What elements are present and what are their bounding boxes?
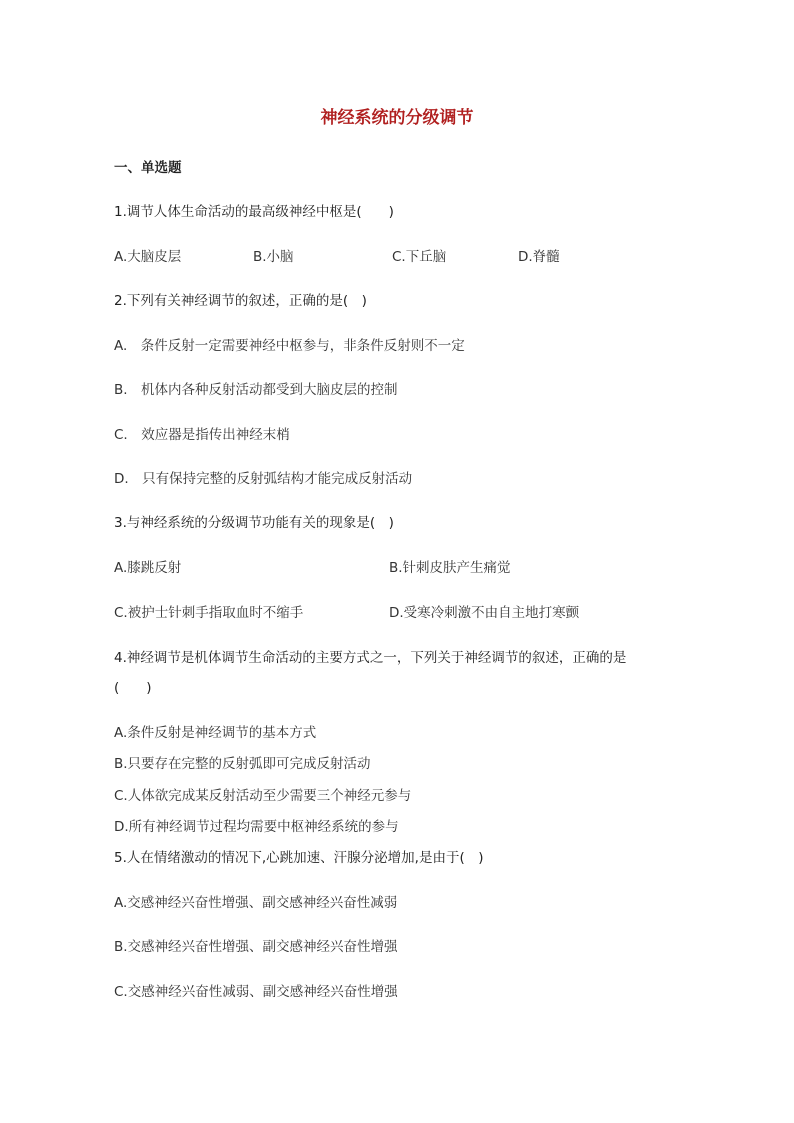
question-4-option-d: D.所有神经调节过程均需要中枢神经系统的参与 [114, 819, 399, 835]
question-2-option-c: C. 效应器是指传出神经末梢 [114, 427, 290, 443]
question-1-option-d: D.脊髓 [518, 249, 560, 265]
question-2-option-b: B. 机体内各种反射活动都受到大脑皮层的控制 [114, 382, 398, 398]
page-title: 神经系统的分级调节 [320, 108, 474, 128]
question-2-stem: 2.下列有关神经调节的叙述，正确的是( ) [114, 293, 367, 309]
question-5-option-a: A.交感神经兴奋性增强、副交感神经兴奋性减弱 [114, 895, 398, 911]
question-3-option-a: A.膝跳反射 [114, 560, 182, 576]
question-5-option-b: B.交感神经兴奋性增强、副交感神经兴奋性增强 [114, 939, 398, 955]
question-4-stem: 4.神经调节是机体调节生命活动的主要方式之一，下列关于神经调节的叙述，正确的是 [114, 650, 627, 666]
question-4-option-b: B.只要存在完整的反射弧即可完成反射活动 [114, 756, 371, 772]
question-4-option-c: C.人体欲完成某反射活动至少需要三个神经元参与 [114, 788, 412, 804]
question-3-option-b: B.针刺皮肤产生痛觉 [389, 560, 511, 576]
question-1-stem: 1.调节人体生命活动的最高级神经中枢是( ) [114, 204, 394, 220]
section-heading: 一、单选题 [114, 160, 182, 176]
question-3-option-c: C.被护士针刺手指取血时不缩手 [114, 605, 304, 621]
question-1-option-b: B.小脑 [253, 249, 294, 265]
question-4-stem-continued: ( ) [114, 680, 152, 696]
question-2-option-d: D. 只有保持完整的反射弧结构才能完成反射活动 [114, 471, 413, 487]
question-5-stem: 5.人在情绪激动的情况下,心跳加速、汗腺分泌增加,是由于( ) [114, 850, 484, 866]
question-2-option-a: A. 条件反射一定需要神经中枢参与，非条件反射则不一定 [114, 338, 465, 354]
question-1-option-c: C.下丘脑 [392, 249, 447, 265]
question-5-option-c: C.交感神经兴奋性减弱、副交感神经兴奋性增强 [114, 984, 398, 1000]
question-3-option-d: D.受寒冷刺激不由自主地打寒颤 [389, 605, 580, 621]
question-4-option-a: A.条件反射是神经调节的基本方式 [114, 725, 317, 741]
question-1-option-a: A.大脑皮层 [114, 249, 182, 265]
question-3-stem: 3.与神经系统的分级调节功能有关的现象是( ) [114, 515, 394, 531]
